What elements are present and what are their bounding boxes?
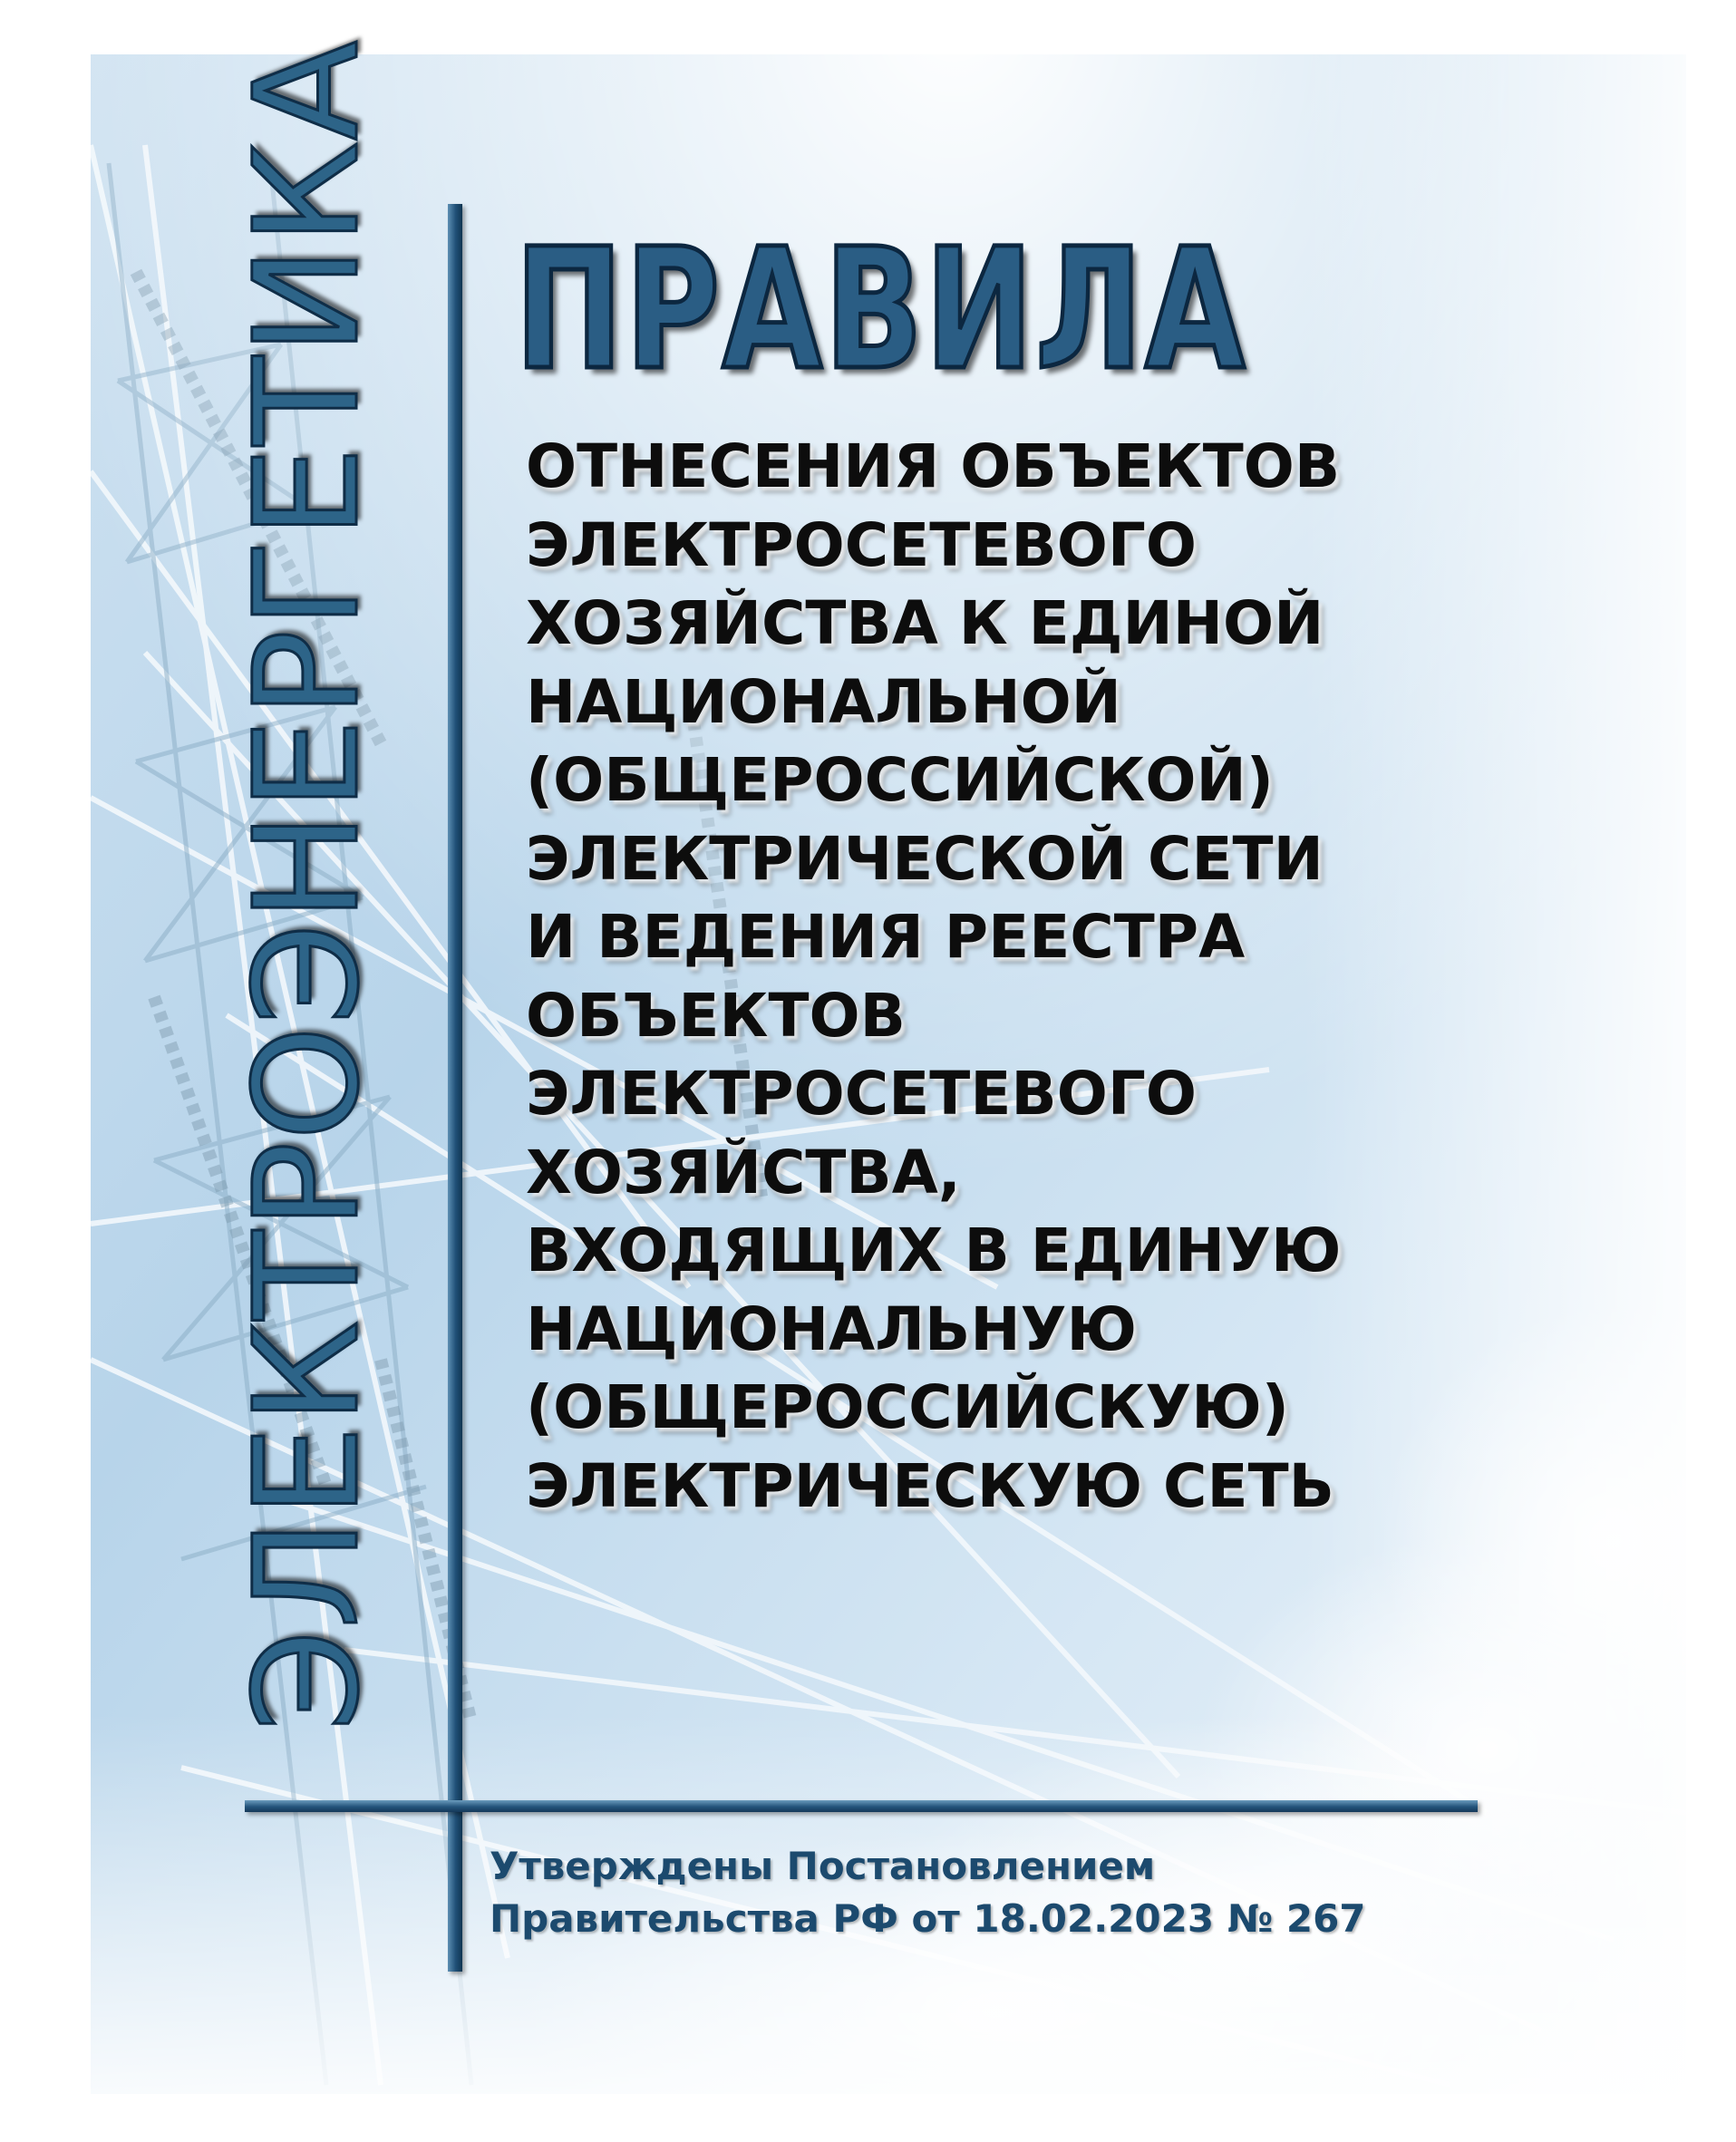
cover-subtitle [526, 428, 1441, 1526]
subtitle-line: НАЦИОНАЛЬНОЙ [526, 666, 1121, 737]
subtitle-line: И ВЕДЕНИЯ РЕЕСТРА [526, 902, 1246, 972]
series-label: ЭЛЕКТРОЭНЕРГЕТИКА [224, 39, 391, 1731]
subtitle-line: ВХОДЯЩИХ В ЕДИНУЮ [526, 1216, 1342, 1285]
subtitle-line: ЭЛЕКТРОСЕТЕВОГО [526, 1059, 1197, 1129]
subtitle-line: (ОБЩЕРОССИЙСКОЙ) [526, 745, 1274, 815]
subtitle-line: ЭЛЕКТРИЧЕСКОЙ СЕТИ [526, 823, 1324, 894]
subtitle-line: ЭЛЕКТРИЧЕСКУЮ СЕТЬ [526, 1450, 1334, 1521]
subtitle-line: (ОБЩЕРОССИЙСКУЮ) [526, 1372, 1289, 1442]
subtitle-line: ОБЪЕКТОВ [526, 980, 906, 1051]
approval-line: Правительства РФ от 18.02.2023 № 267 [490, 1896, 1366, 1941]
subtitle-line: ХОЗЯЙСТВА, [526, 1137, 961, 1207]
subtitle-line: ОТНЕСЕНИЯ ОБЪЕКТОВ [526, 431, 1341, 501]
subtitle-line: ЭЛЕКТРОСЕТЕВОГО [526, 509, 1197, 580]
cover-title: ПРАВИЛА [515, 213, 1247, 407]
approval-note [490, 1840, 1366, 1945]
horizontal-divider-rule [245, 1800, 1478, 1812]
subtitle-line: ХОЗЯЙСТВА К ЕДИНОЙ [526, 588, 1324, 658]
approval-line: Утверждены Постановлением [490, 1844, 1156, 1888]
subtitle-line: НАЦИОНАЛЬНУЮ [526, 1294, 1137, 1364]
vertical-divider-rule [448, 204, 462, 1972]
